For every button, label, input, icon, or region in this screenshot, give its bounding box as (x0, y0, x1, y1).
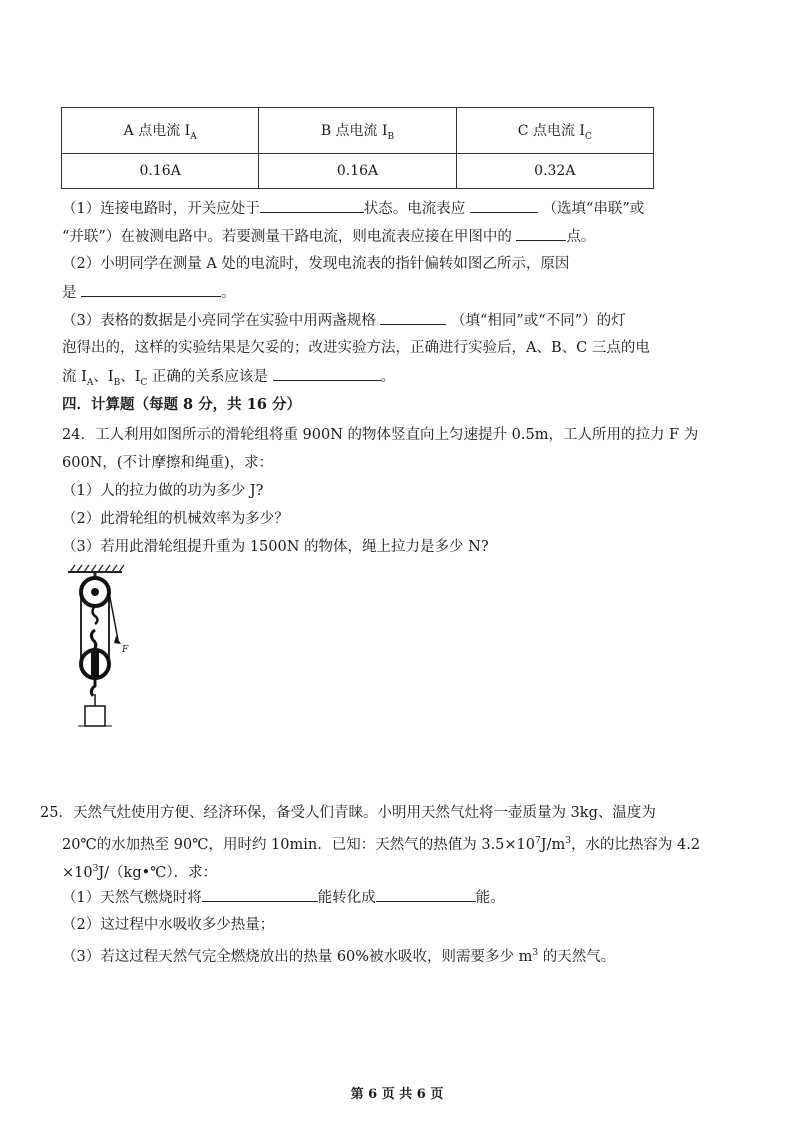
q23-part3-line3: 流 $I_A$、$I_B$、$I_C$ 正确的关系应该是 。 (62, 366, 395, 393)
value-ib: 0.16A (259, 154, 456, 189)
current-table (61, 107, 654, 189)
blank-bulb-spec[interactable] (380, 310, 446, 325)
ceiling (68, 565, 124, 572)
blank-ammeter-connection[interactable] (470, 198, 538, 213)
force-label: F (122, 645, 129, 655)
weight-block (85, 706, 105, 726)
q24-sub1: （1）人的拉力做的功为多少 J? (62, 483, 264, 499)
table-row (62, 154, 654, 189)
blank-current-relation[interactable] (273, 366, 381, 381)
q24-sub2: （2）此滑轮组的机械效率为多少？ (62, 511, 289, 527)
q23-part2-line2: 是 。 (62, 282, 236, 303)
q24-sub3: （3）若用此滑轮组提升重为 1500N 的物体，绳上拉力是多少 N? (62, 539, 489, 555)
q23-part1-line1: （1）连接电路时，开关应处于 状态。电流表应 （选填“串联”或 (62, 198, 644, 219)
blank-energy-to[interactable] (376, 887, 476, 902)
pulley-figure (60, 560, 140, 740)
fixed-pulley (81, 578, 109, 606)
blank-reason[interactable] (81, 282, 221, 297)
q25-sub3: （3）若这过程天然气完全燃烧放出的热量 60%被水吸收，则需要多少 $m^3$ 的天然气。 (62, 948, 616, 965)
page-footer: 第 6 页 共 6 页 (350, 1087, 444, 1102)
q23-part3-line2: 泡得出的，这样的实验结果是欠妥的；改进实验方法，正确进行实验后，A、B、C 三点的电 (62, 340, 650, 356)
header-ib: B 点电流 $I_B$ (259, 108, 456, 154)
q25-sub1: （1）天然气燃烧时将 能转化成 能。 (62, 887, 505, 908)
q24-line1: 24．工人利用如图所示的滑轮组将重 900N 的物体竖直向上匀速提升 0.5m，工人所用的拉力 F 为 (62, 427, 699, 443)
header-ic: C 点电流 $I_C$ (456, 108, 653, 154)
table-header-row (62, 108, 654, 154)
value-ic: 0.32A (456, 154, 653, 189)
blank-point[interactable] (516, 226, 566, 241)
q25-line2: 20℃的水加热至 90℃，用时约 10min．已知：天然气的热值为 $3.5\times 10^7J/m^3$，水的比热容为 4.2 (62, 836, 701, 853)
q25-line3: $\times 10^3J/(kg•℃)$．求： (62, 864, 218, 881)
movable-pulley (81, 650, 109, 678)
blank-energy-from[interactable] (202, 887, 318, 902)
q23-part3-line1: （3）表格的数据是小亮同学在实验中用两盏规格 （填“相同”或“不同”）的灯 (62, 310, 626, 331)
q25-sub2: （2）这过程中水吸收多少热量； (62, 917, 275, 933)
section-heading: 四．计算题（每题 8 分，共 16 分） (62, 396, 301, 413)
q23-part1-line2: “并联”）在被测电路中。若要测量干路电流，则电流表应接在甲图中的 点。 (62, 226, 595, 247)
value-ia: 0.16A (62, 154, 259, 189)
q25-line1: 25．天然气灶使用方便、经济环保，备受人们青睐。小明用天然气灶将一壶质量为 3kg、温度为 (40, 805, 656, 821)
header-ia: A 点电流 $I_A$ (62, 108, 259, 154)
q24-line2: 600N，(不计摩擦和绳重)，求： (62, 455, 274, 471)
q23-part2-line1: （2）小明同学在测量 A 处的电流时，发现电流表的指针偏转如图乙所示，原因 (62, 256, 570, 272)
blank-switch-state[interactable] (260, 198, 364, 213)
